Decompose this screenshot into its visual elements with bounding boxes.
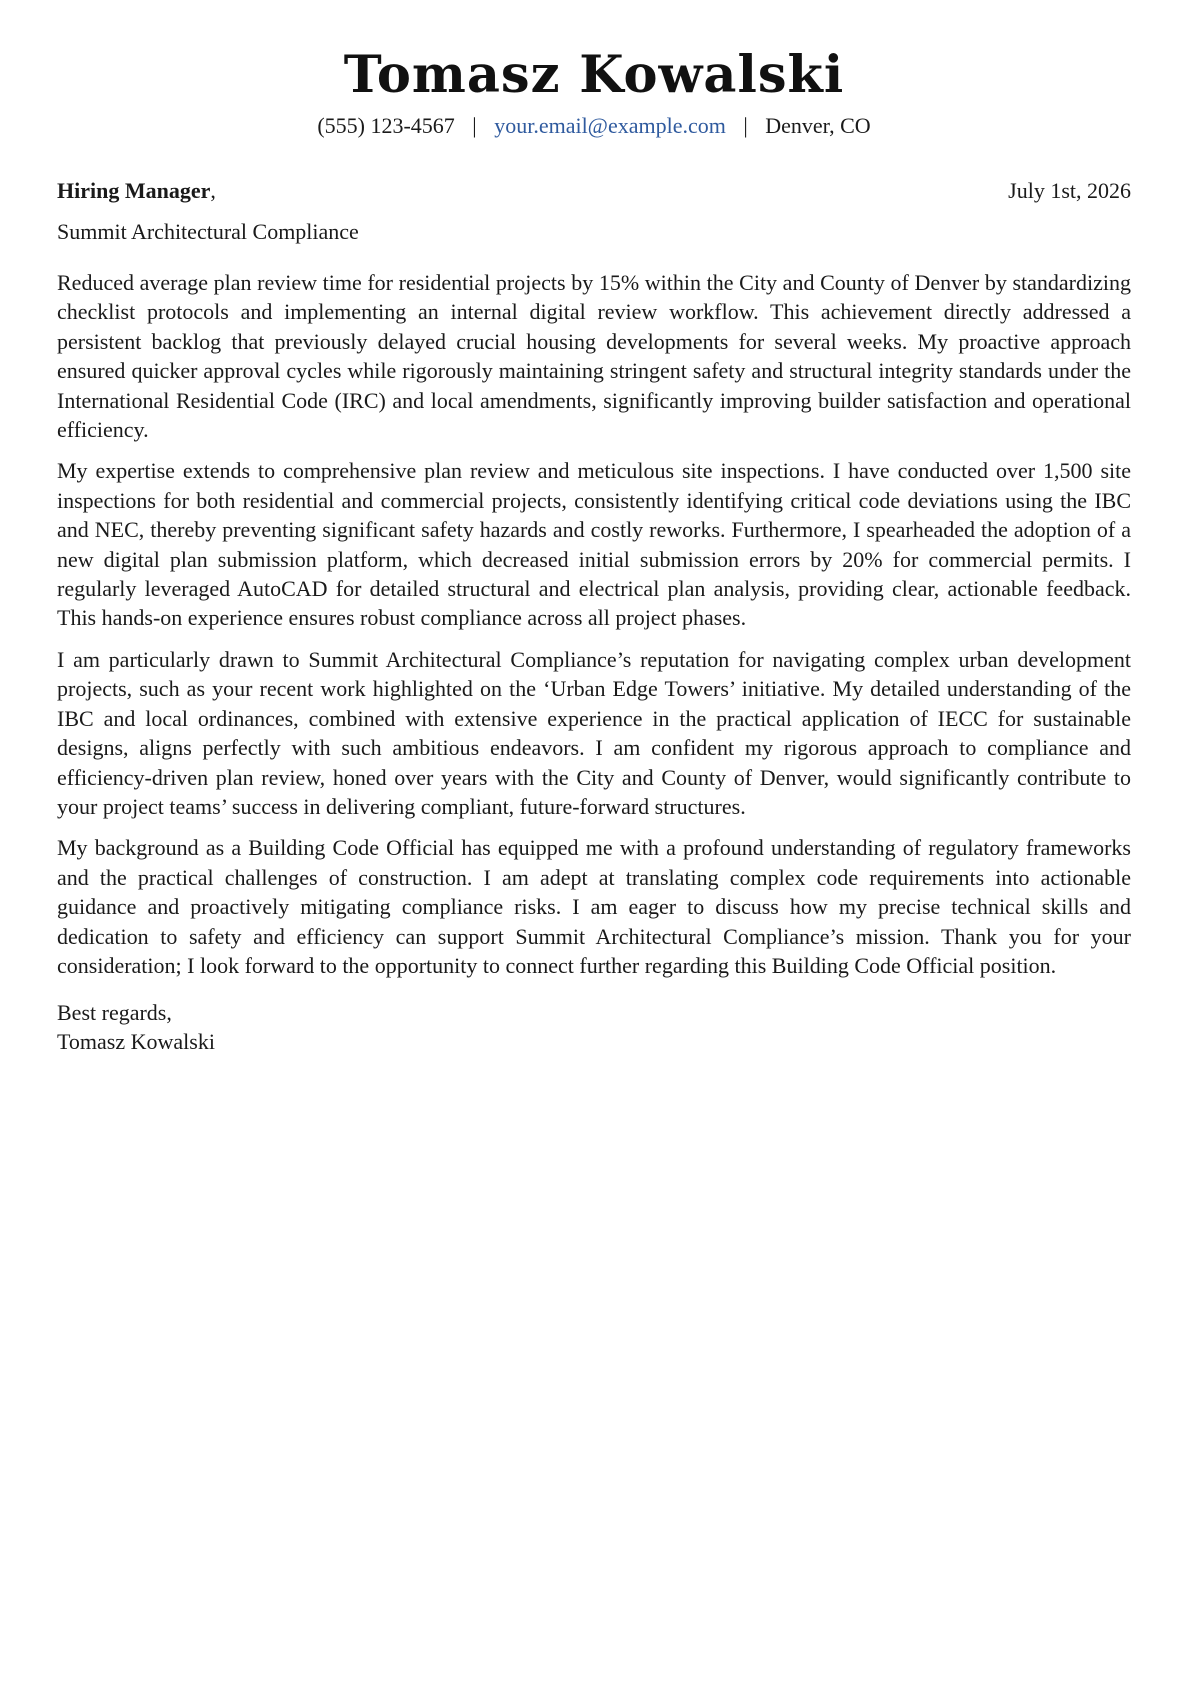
body-paragraph: My expertise extends to comprehensive plan review and meticulous site inspections. I have conducted over 1,500 site inspections for both residential and commercial projects, consistently identifying critical code deviations using the IBC and NEC, thereby preventing significant safety hazards and costly reworks. Furthermore, I spearheaded the adoption of a new digital plan submission platform, which decreased initial submission errors by 20% for commercial permits. I regularly leveraged AutoCAD for detailed structural and electrical plan analysis, providing clear, actionable feedback. This hands-on experience ensures robust compliance across all project phases. [57,458,1131,631]
email-link[interactable]: your.email@example.com [494,113,726,138]
closing-block [57,998,1131,1056]
phone-number: (555) 123-4567 [317,113,455,138]
hiring-manager-label: Hiring Manager [57,178,211,203]
letter-body [57,268,1131,980]
sign-off: Best regards, [57,1000,172,1026]
salutation [57,177,216,205]
salutation-comma: , [210,178,216,203]
body-paragraph: Reduced average plan review time for residential projects by 15% within the City and County of Denver by standardizing checklist protocols and implementing an internal digital review workflow. This achievement directly addressed a persistent backlog that previously delayed crucial housing developments for several weeks. My proactive approach ensured quicker approval cycles while rigorously maintaining stringent safety and structural integrity standards under the International Residential Code (IRC) and local amendments, significantly improving builder satisfaction and operational efficiency. [57,270,1131,443]
contact-line [57,112,1131,140]
signature-name: Tomasz Kowalski [57,1029,215,1055]
applicant-name: Tomasz Kowalski [343,45,845,105]
body-paragraph: My background as a Building Code Official has equipped me with a profound understanding of regulatory frameworks and the practical challenges of construction. I am adept at translating complex code requirements into actionable guidance and proactively mitigating compliance risks. I am eager to discuss how my precise technical skills and dedication to safety and efficiency can support Summit Architectural Compliance’s mission. Thank you for your consideration; I look forward to the opportunity to connect further regarding this Building Code Official position. [57,835,1131,978]
letter-date: July 1st, 2026 [1008,178,1131,203]
contact-separator: | [472,113,477,138]
contact-separator: | [743,113,748,138]
recipient-row [57,177,1131,205]
cover-letter-page [57,0,1131,1056]
location: Denver, CO [765,113,871,138]
body-paragraph: I am particularly drawn to Summit Architectural Compliance’s reputation for navigating complex urban development projects, such as your recent work highlighted on the ‘Urban Edge Towers’ initiative. My detailed understanding of the IBC and local ordinances, combined with extensive experience in the practical application of IECC for sustainable designs, aligns perfectly with such ambitious endeavors. I am confident my rigorous approach to compliance and efficiency-driven plan review, honed over years with the City and County of Denver, would significantly contribute to your project teams’ success in delivering compliant, future-forward structures. [57,646,1131,819]
company-name: Summit Architectural Compliance [57,219,359,244]
